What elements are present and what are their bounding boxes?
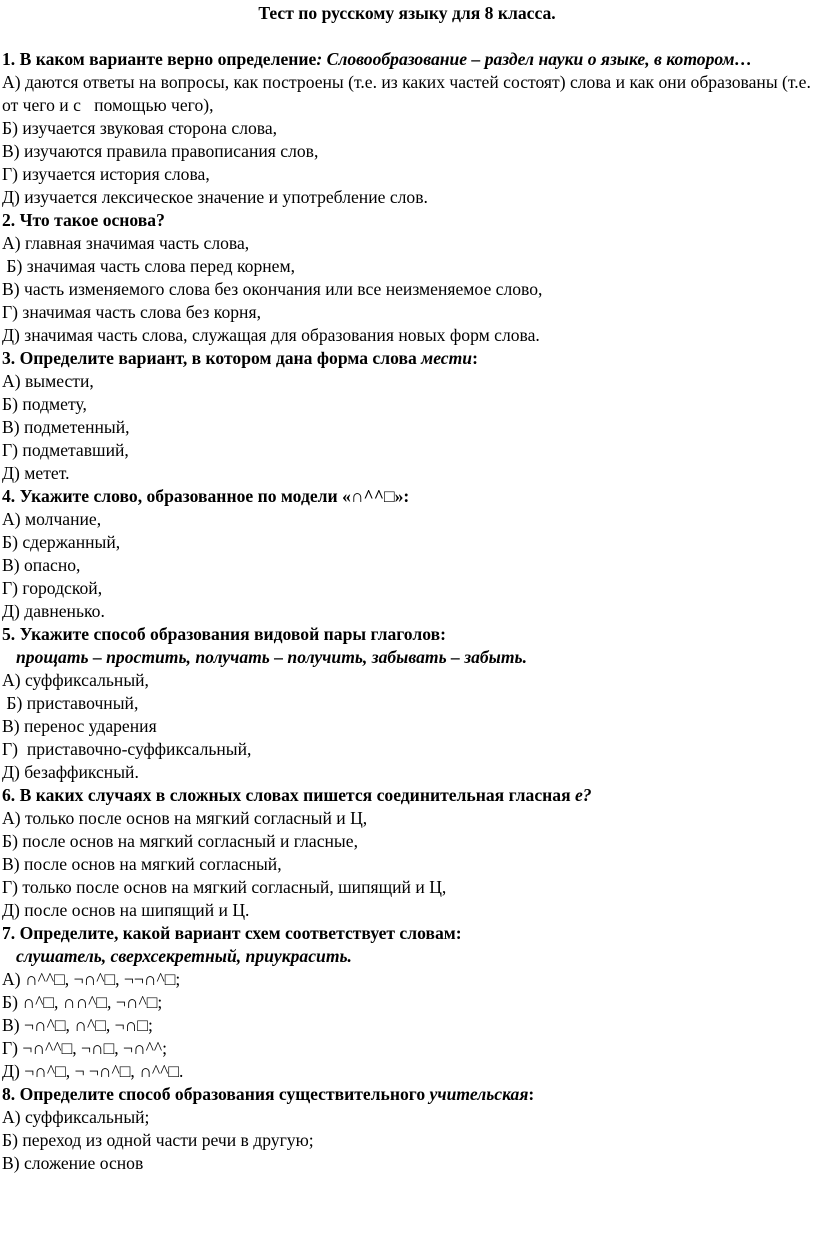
answer-option: В) после основ на мягкий согласный,: [2, 854, 282, 874]
answer-option: Д) метет.: [2, 463, 70, 483]
answer-option: Г) приставочно-суффиксальный,: [2, 739, 252, 759]
answer-option: Б) изучается звуковая сторона слова,: [2, 118, 278, 138]
question-prompt: Определите способ образования существительного: [19, 1084, 430, 1104]
answer-option: Г) подметавший,: [2, 440, 129, 460]
answer-option: Б) значимая часть слова перед корнем,: [2, 256, 296, 276]
question-number: 6.: [2, 785, 16, 805]
question-number: 2.: [2, 210, 16, 230]
answer-option: Д) безаффиксный.: [2, 762, 139, 782]
answer-option: Б) сдержанный,: [2, 532, 121, 552]
answer-option: Д) ¬∩^□, ¬ ¬∩^□, ∩^^□.: [2, 1061, 184, 1081]
question-6-text: [2, 784, 812, 807]
question-end: :: [472, 348, 478, 368]
question-prompt: Что такое основа?: [19, 210, 165, 230]
answer-option: А) молчание,: [2, 509, 102, 529]
question-number: 7.: [2, 923, 16, 943]
answer-option: Г) значимая часть слова без корня,: [2, 302, 261, 322]
answer-option: В) подметенный,: [2, 417, 130, 437]
question-prompt: Укажите способ образования видовой пары глаголов:: [19, 624, 446, 644]
example-words: слушатель, сверхсекретный, приукрасить.: [16, 946, 352, 966]
answer-option: А) суффиксальный;: [2, 1107, 150, 1127]
answer-option: Г) изучается история слова,: [2, 164, 210, 184]
document-title: Тест по русскому языку для 8 класса.: [258, 3, 556, 23]
answer-option: Г) только после основ на мягкий согласный, шипящий и Ц,: [2, 877, 447, 897]
answer-option: Д) давненько.: [2, 601, 105, 621]
question-number: 3.: [2, 348, 16, 368]
question-number: 4.: [2, 486, 16, 506]
question-prompt: Определите вариант, в котором дана форма слова: [19, 348, 422, 368]
answer-option: Г) ¬∩^^□, ¬∩□, ¬∩^^;: [2, 1038, 168, 1058]
question-number: 8.: [2, 1084, 16, 1104]
question-prompt: В каких случаях в сложных словах пишется соединительная гласная: [19, 785, 575, 805]
answer-option: Б) переход из одной части речи в другую;: [2, 1130, 314, 1150]
question-prompt: В каком варианте верно определение: [19, 49, 317, 69]
answer-option: В) изучаются правила правописания слов,: [2, 141, 319, 161]
question-5-text: [2, 623, 812, 646]
answer-option: Г) городской,: [2, 578, 103, 598]
answer-option: Б) подмету,: [2, 394, 87, 414]
question-1-text: [2, 48, 812, 71]
answer-option: А) даются ответы на вопросы, как построены (т.е. из каких частей состоят) слова и как они образованы (т.е. от чего и с помощью чего),: [2, 72, 816, 115]
question-prompt: Укажите слово, образованное по модели «∩^^□»:: [19, 486, 410, 506]
question-italic: : Словообразование – раздел науки о языке, в котором…: [316, 49, 753, 69]
answer-option: Д) после основ на шипящий и Ц.: [2, 900, 250, 920]
answer-option: Д) значимая часть слова, служащая для образования новых форм слова.: [2, 325, 540, 345]
question-prompt: Определите, какой вариант схем соответствует словам:: [19, 923, 462, 943]
answer-option: А) суффиксальный,: [2, 670, 149, 690]
answer-option: А) вымести,: [2, 371, 94, 391]
answer-option: Б) приставочный,: [2, 693, 139, 713]
question-number: 5.: [2, 624, 16, 644]
answer-option: В) часть изменяемого слова без окончания или все неизменяемое слово,: [2, 279, 543, 299]
answer-option: Б) ∩^□, ∩∩^□, ¬∩^□;: [2, 992, 163, 1012]
question-end: :: [528, 1084, 535, 1104]
answer-option: В) сложение основ: [2, 1153, 144, 1173]
answer-option: А) только после основ на мягкий согласный и Ц,: [2, 808, 368, 828]
answer-option: Б) после основ на мягкий согласный и гласные,: [2, 831, 358, 851]
example-words: прощать – простить, получать – получить, забывать – забыть.: [16, 647, 527, 667]
question-italic: мести: [421, 348, 473, 368]
question-4-text: [2, 485, 812, 508]
question-italic: учительская: [429, 1084, 529, 1104]
answer-option: В) перенос ударения: [2, 716, 157, 736]
question-8-text: [2, 1083, 812, 1106]
question-2-text: [2, 209, 812, 232]
answer-option: В) ¬∩^□, ∩^□, ¬∩□;: [2, 1015, 153, 1035]
question-3-text: [2, 347, 812, 370]
answer-option: А) главная значимая часть слова,: [2, 233, 250, 253]
answer-option: Д) изучается лексическое значение и употребление слов.: [2, 187, 428, 207]
answer-option: В) опасно,: [2, 555, 81, 575]
question-7-text: [2, 922, 812, 945]
question-number: 1.: [2, 49, 16, 69]
question-italic: е?: [575, 785, 592, 805]
answer-option: А) ∩^^□, ¬∩^□, ¬¬∩^□;: [2, 969, 181, 989]
